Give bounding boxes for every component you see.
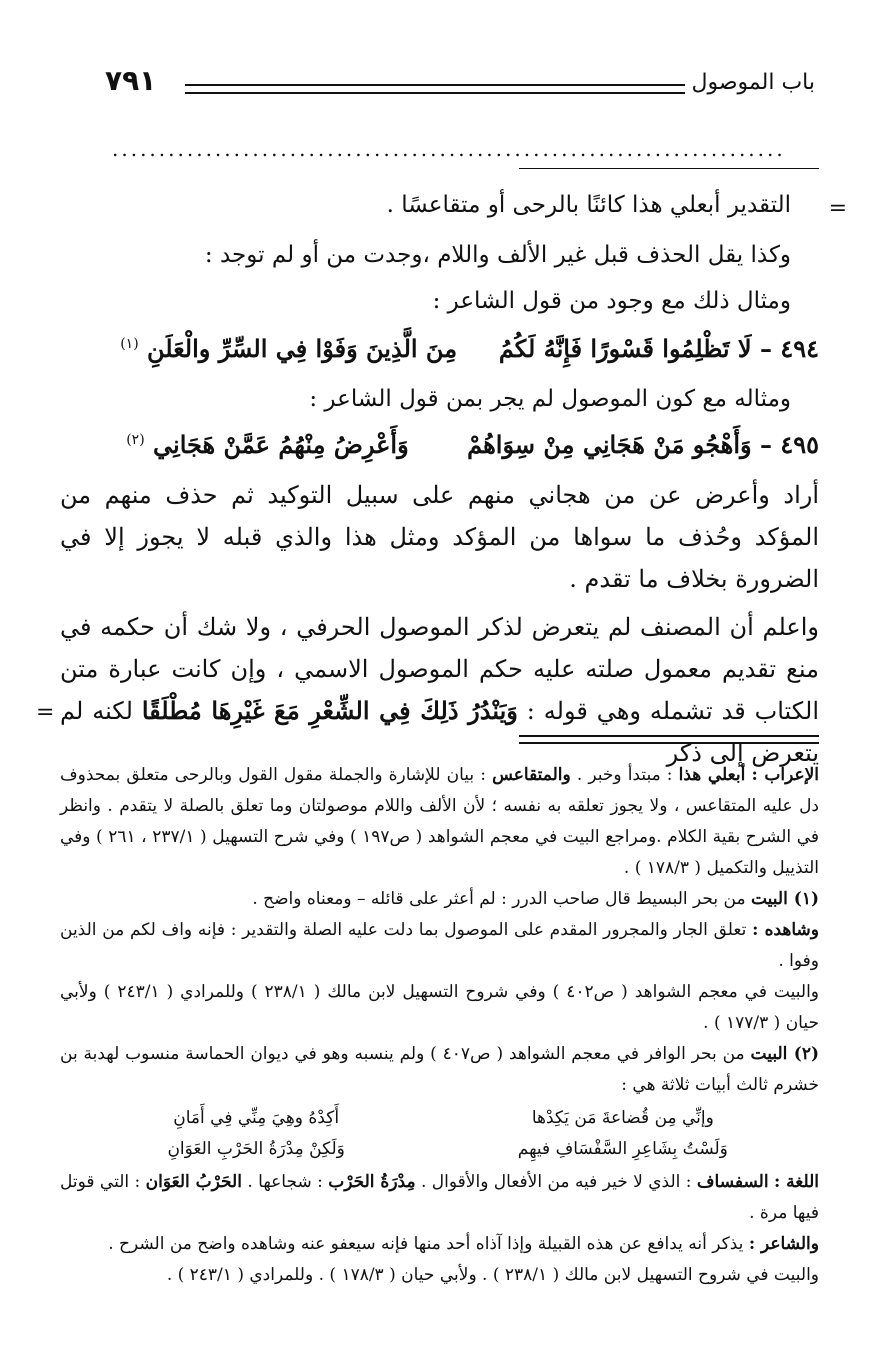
verse-494 <box>120 334 819 363</box>
footnotes <box>60 760 819 1291</box>
note-shaer <box>60 1229 819 1260</box>
text-line: ومثال ذلك مع وجود من قول الشاعر : <box>432 288 791 314</box>
note-text: : شجاعها . <box>247 1172 323 1192</box>
paragraph-2 <box>60 606 819 774</box>
poem-hemistich: أَكِدْهُ وهِيَ مِنِّي فِي أَمَانِ <box>173 1108 340 1128</box>
verse-hemistich-1: وَأَهْجُو مَنْ هَجَانِي مِنْ سِوَاهُمْ <box>467 430 752 459</box>
note-text: : مبتدأ وخبر . <box>576 765 673 785</box>
paragraph-1: أراد وأعرض عن من هجاني منهم على سبيل التوكيد ثم حذف منهم من المؤكد وحُذف ما سواها من المؤكد ومثل هذا والذي قبله لا يجوز إلا في الضرورة بخلاف ما تقدم . <box>60 481 820 593</box>
poem <box>60 1101 819 1167</box>
note-term: الحَرْبُ العَوَان <box>145 1172 242 1192</box>
footnote-separator <box>519 735 819 744</box>
note-text: : التي قوتل فيها مرة . <box>59 1172 819 1223</box>
poem-line <box>100 1103 779 1134</box>
continuation-mark-top: = <box>828 196 847 221</box>
verse-hemistich-2: وَأَعْرِضُ مِنْهُمُ عَمَّنْ هَجَانِي <box>153 430 409 459</box>
matn-quote: وَيَنْدُرُ ذَلِكَ فِي الشِّعْرِ مَعَ غَيْرِهَا مُطْلَقًا <box>141 696 518 725</box>
separator-rule <box>519 168 819 169</box>
note-label: (٢) البيت <box>750 1044 819 1064</box>
continuation-mark-bottom: = <box>36 700 55 725</box>
note-term: مِدْرَةُ الحَرْب <box>328 1172 416 1192</box>
note-irab <box>60 760 819 884</box>
footnote-2 <box>60 1039 819 1101</box>
header-rule <box>185 84 685 94</box>
note-text: : الذي لا خير فيه من الأفعال والأقوال . <box>420 1172 692 1192</box>
note-text: : بيان للإشارة والجملة مقول القول وبالرحى متعلق بمحذوف دل عليه المتقاعس ، ولا يجوز تعلقه به نفسه ؛ لأن الألف واللام موصولتان وما تعلق بالصلة لا يتقدم . وانظر في الشرح بقية الكلام .ومراجع البيت في معجم الشواهد ( ص١٩٧ ) وفي شرح التسهيل ( ٢٣٧/١ ، ٢٦١ ) وفي التذييل والتكميل ( ١٧٨/٣ ) . <box>60 765 819 878</box>
poem-hemistich: وَلَكِنْ مِدْرَةُ الحَرْبِ العَوَانِ <box>167 1139 345 1159</box>
text-line: وكذا يقل الحذف قبل غير الألف واللام ،وجدت من أو لم توجد : <box>204 242 791 268</box>
note-text: من بحر الوافر في معجم الشواهد ( ص٤٠٧ ) ولم ينسبه وهو في ديوان الحماسة منسوب لهدبة بن خشرم ثالث أبيات ثلاثة هي : <box>60 1044 819 1095</box>
note-label: والشاعر : <box>748 1234 819 1254</box>
text-line: ومثاله مع كون الموصول لم يجر بمن قول الشاعر : <box>309 386 791 412</box>
verse-495 <box>126 430 819 459</box>
final-refs: والبيت في شروح التسهيل لابن مالك ( ٢٣٨/١ ) . ولأبي حيان ( ١٧٨/٣ ) . وللمرادي ( ٢٤٣/١ ) . <box>166 1265 819 1285</box>
page-number: ٧٩١ <box>105 64 157 97</box>
note-label: الإعراب : <box>751 765 820 785</box>
note-text: تعلق الجار والمجرور المقدم على الموصول بما دلت عليه الصلة والتقدير : فإنه واف لكم من الذين وفوا . <box>60 920 819 971</box>
chapter-title: باب الموصول <box>691 70 815 95</box>
note-term: أبعلي هذا <box>678 765 746 785</box>
poem-hemistich: وَلَسْتُ بِشَاعِرِ السَّفْسَافِ فيهِم <box>517 1139 728 1159</box>
verse-hemistich-1: لَا تَظْلِمُوا قَسْورًا فَإِنَّهُ لَكُمُ <box>498 334 752 363</box>
note-label: اللغة : <box>773 1172 819 1192</box>
note-label: (١) البيت <box>750 889 819 909</box>
footnote-1-refs: والبيت في معجم الشواهد ( ص٤٠٢ ) وفي شروح التسهيل لابن مالك ( ٢٣٨/١ ) وللمرادي ( ٢٤٣/١ ) ولأبي حيان ( ١٧٧/٣ ) . <box>60 982 819 1033</box>
paragraph-2-end: لكنه لم يتعرض إلى ذكر <box>60 697 819 767</box>
paragraph-2-text: واعلم أن المصنف لم يتعرض لذكر الموصول الحرفي ، ولا شك أن حكمه في منع تقديم معمول صلته عليه حكم الموصول الاسمي ، وإن كانت عبارة متن الكتاب قد تشمله وهي قوله : <box>60 613 819 725</box>
note-term: السفساف <box>696 1172 769 1192</box>
running-header <box>105 64 815 110</box>
verse-number: ٤٩٥ – <box>759 430 819 459</box>
verse-number: ٤٩٤ – <box>759 334 819 363</box>
text-line: التقدير أبعلي هذا كائنًا بالرحى أو متقاعسًا . <box>386 192 791 218</box>
footnote-1-shahid <box>60 915 819 977</box>
note-text: من بحر البسيط قال صاحب الدرر : لم أعثر على قائله – ومعناه واضح . <box>252 889 746 909</box>
footnote-marker: (١) <box>120 336 139 352</box>
verse-hemistich-2: مِنَ الَّذِينَ وَفَوْا فِي السِّرِّ والْعَلَنِ <box>147 334 458 363</box>
note-lugha <box>60 1167 819 1229</box>
footnote-marker: (٢) <box>126 432 145 448</box>
poem-line <box>100 1134 779 1165</box>
footnote-1 <box>60 884 819 915</box>
note-term: والمتقاعس <box>492 765 571 785</box>
note-text: يذكر أنه يدافع عن هذه القبيلة وإذا آذاه أحد منها فإنه سيعفو عنه وشاهده واضح من الشرح . <box>108 1234 744 1254</box>
note-label: وشاهده : <box>752 920 819 940</box>
poem-hemistich: وإنِّي مِن قُضاعةَ مَن يَكِدْها <box>531 1108 714 1128</box>
dotted-separator: ........................................................................ <box>112 140 786 158</box>
